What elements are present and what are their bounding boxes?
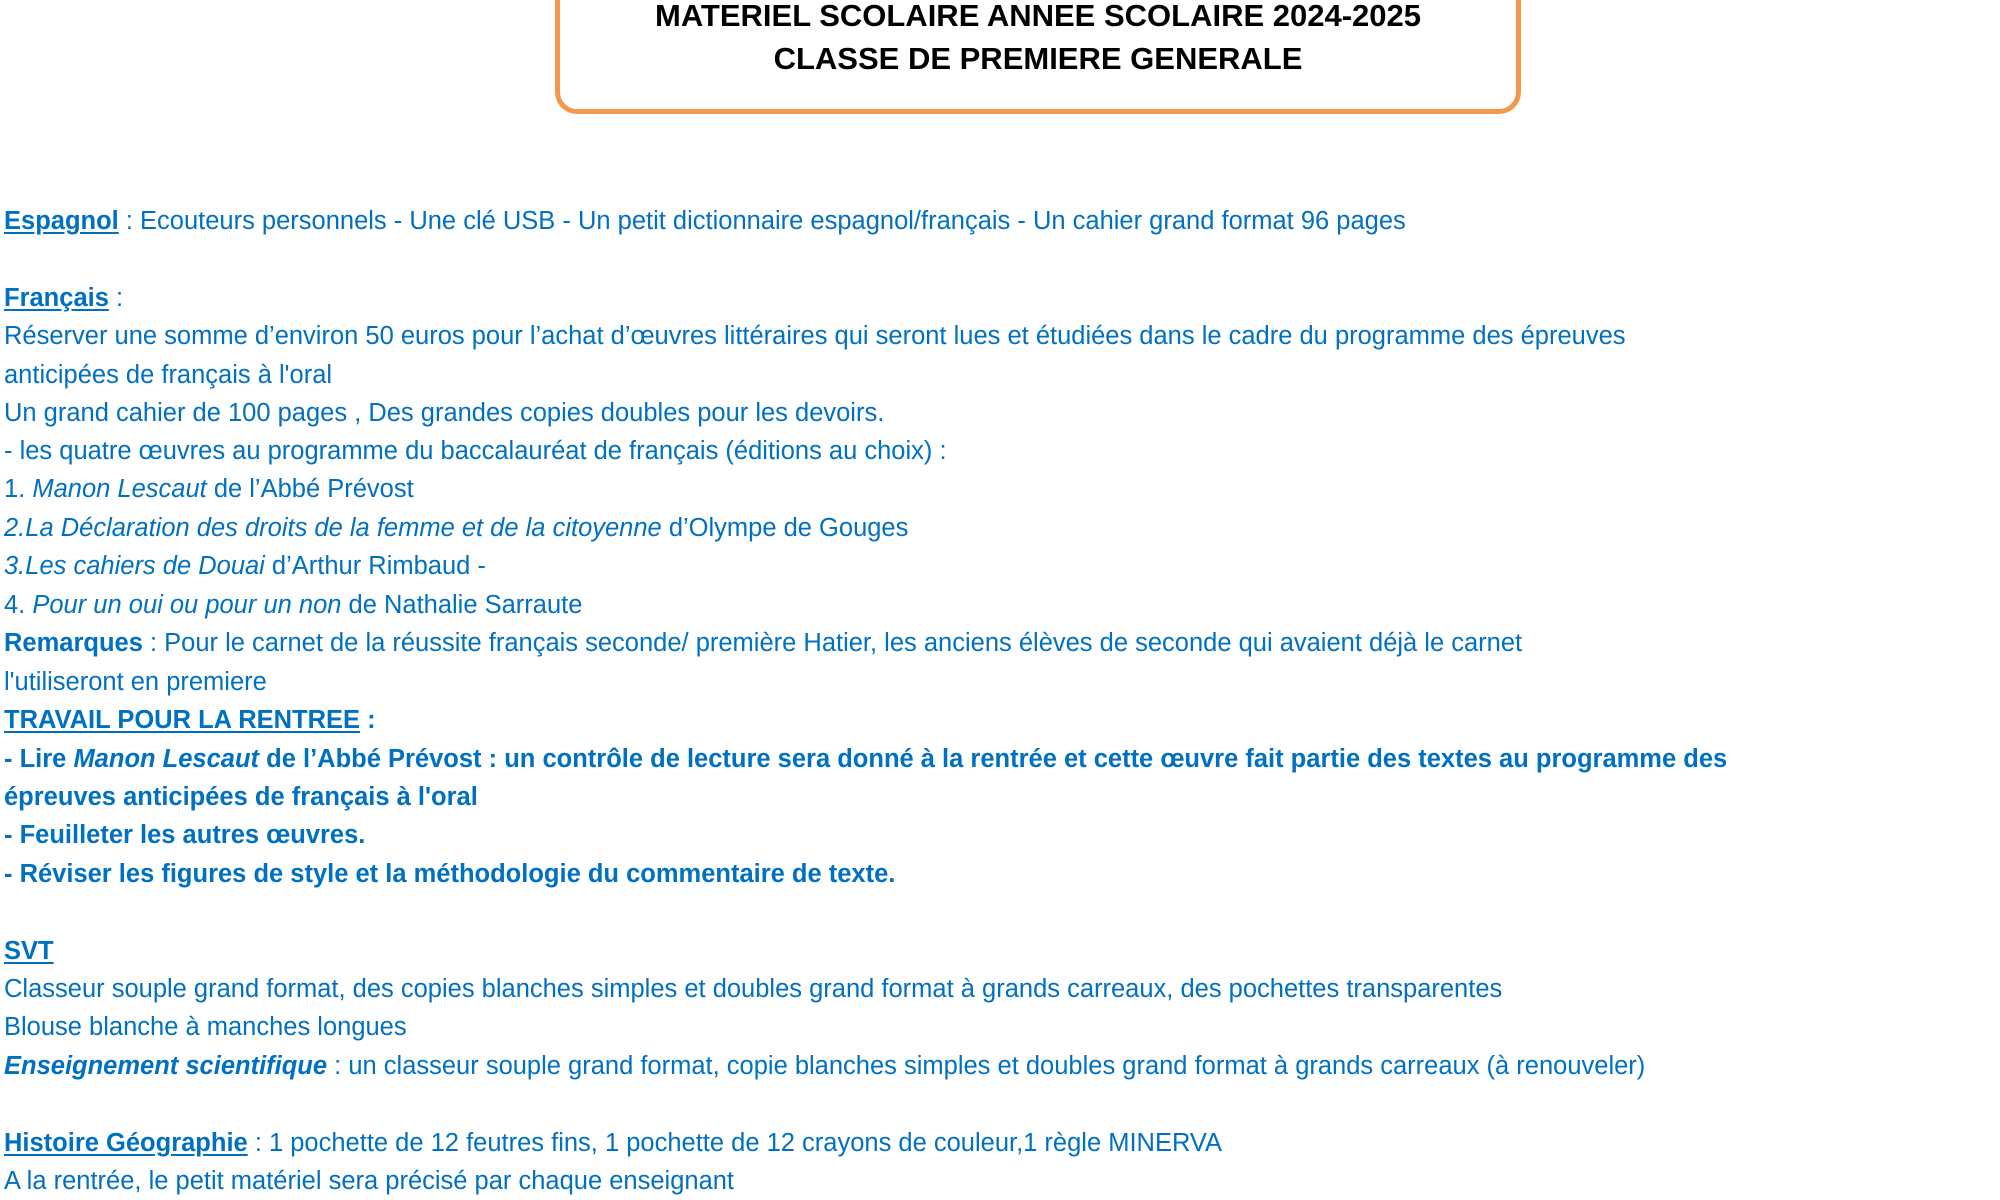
histoire-heading: Histoire Géographie (4, 1129, 248, 1157)
enseignement-label: Enseignement scientifique (4, 1052, 328, 1080)
histoire-line (4, 1131, 1222, 1157)
francais-line-4: - les quatre œuvres au programme du baccalauréat de français (éditions au choix) : (4, 437, 947, 465)
svt-line-2: Blouse blanche à manches longues (4, 1013, 407, 1041)
work-title: Pour un oui ou pour un non (32, 591, 342, 619)
work-title: La Déclaration des droits de la femme et de la citoyenne (25, 514, 662, 542)
work-title: Les cahiers de Douai (25, 552, 265, 580)
francais-heading: Français (4, 284, 109, 312)
work-author: de Nathalie Sarraute (341, 591, 583, 619)
travail-heading-line (4, 708, 376, 734)
francais-line-2: anticipées de français à l'oral (4, 361, 333, 389)
francais-heading-suffix: : (108, 284, 124, 312)
travail-heading-suffix: : (360, 706, 376, 734)
page-subtitle: CLASSE DE PREMIERE GENERALE (773, 41, 1303, 76)
travail-text: de l’Abbé Prévost : un contrôle de lecture sera donné à la rentrée et cette œuvre fait partie des textes au programme des (259, 745, 1728, 773)
travail-work-title: Manon Lescaut (73, 745, 260, 773)
work-item (4, 593, 582, 619)
espagnol-heading: Espagnol (4, 207, 119, 235)
page-title: MATERIEL SCOLAIRE ANNEE SCOLAIRE 2024-2025 (655, 0, 1421, 33)
francais-line-1: Réserver une somme d’environ 50 euros pour l’achat d’œuvres littéraires qui seront lues et étudiées dans le cadre du programme des épreuves (4, 322, 1626, 350)
travail-text: - Lire (4, 745, 74, 773)
work-number: 4. (4, 591, 33, 619)
work-item (4, 554, 486, 580)
svt-heading: SVT (4, 937, 54, 965)
francais-heading-line (4, 286, 123, 312)
work-number: 1. (4, 475, 33, 503)
espagnol-text: : Ecouteurs personnels - Une clé USB - Un petit dictionnaire espagnol/français - Un cahier grand format 96 pages (118, 207, 1406, 235)
histoire-text: : 1 pochette de 12 feutres fins, 1 pochette de 12 crayons de couleur,1 règle MINERVA (247, 1129, 1223, 1157)
work-author: d’Olympe de Gouges (661, 514, 909, 542)
travail-heading: TRAVAIL POUR LA RENTREE (4, 706, 361, 734)
work-item (4, 477, 414, 503)
francais-line-3: Un grand cahier de 100 pages , Des grandes copies doubles pour les devoirs. (4, 399, 885, 427)
work-title: Manon Lescaut (32, 475, 207, 503)
remarques-line-2: l'utiliseront en premiere (4, 668, 267, 696)
work-author: d’Arthur Rimbaud - (264, 552, 486, 580)
travail-item-1 (4, 747, 1727, 773)
remarques-text: : Pour le carnet de la réussite français seconde/ première Hatier, les anciens élèves de seconde qui avaient déjà le carnet (142, 629, 1523, 657)
svt-line-1: Classeur souple grand format, des copies blanches simples et doubles grand format à grands carreaux, des pochettes transparentes (4, 975, 1503, 1003)
enseignement-text: : un classeur souple grand format, copie blanches simples et doubles grand format à grands carreaux (à renouveler) (327, 1052, 1646, 1080)
work-author: de l’Abbé Prévost (206, 475, 414, 503)
travail-item-3: - Réviser les figures de style et la méthodologie du commentaire de texte. (4, 860, 896, 888)
travail-item-1-cont: épreuves anticipées de français à l'oral (4, 783, 478, 811)
work-number: 2. (4, 514, 26, 542)
histoire-line-2: A la rentrée, le petit matériel sera précisé par chaque enseignant (4, 1167, 735, 1195)
work-number: 3. (4, 552, 26, 580)
remarques-label: Remarques (4, 629, 143, 657)
espagnol-section (4, 209, 1406, 235)
work-item (4, 516, 908, 542)
enseignement-line (4, 1054, 1645, 1080)
remarques-line (4, 631, 1522, 657)
travail-item-2: - Feuilleter les autres œuvres. (4, 821, 366, 849)
